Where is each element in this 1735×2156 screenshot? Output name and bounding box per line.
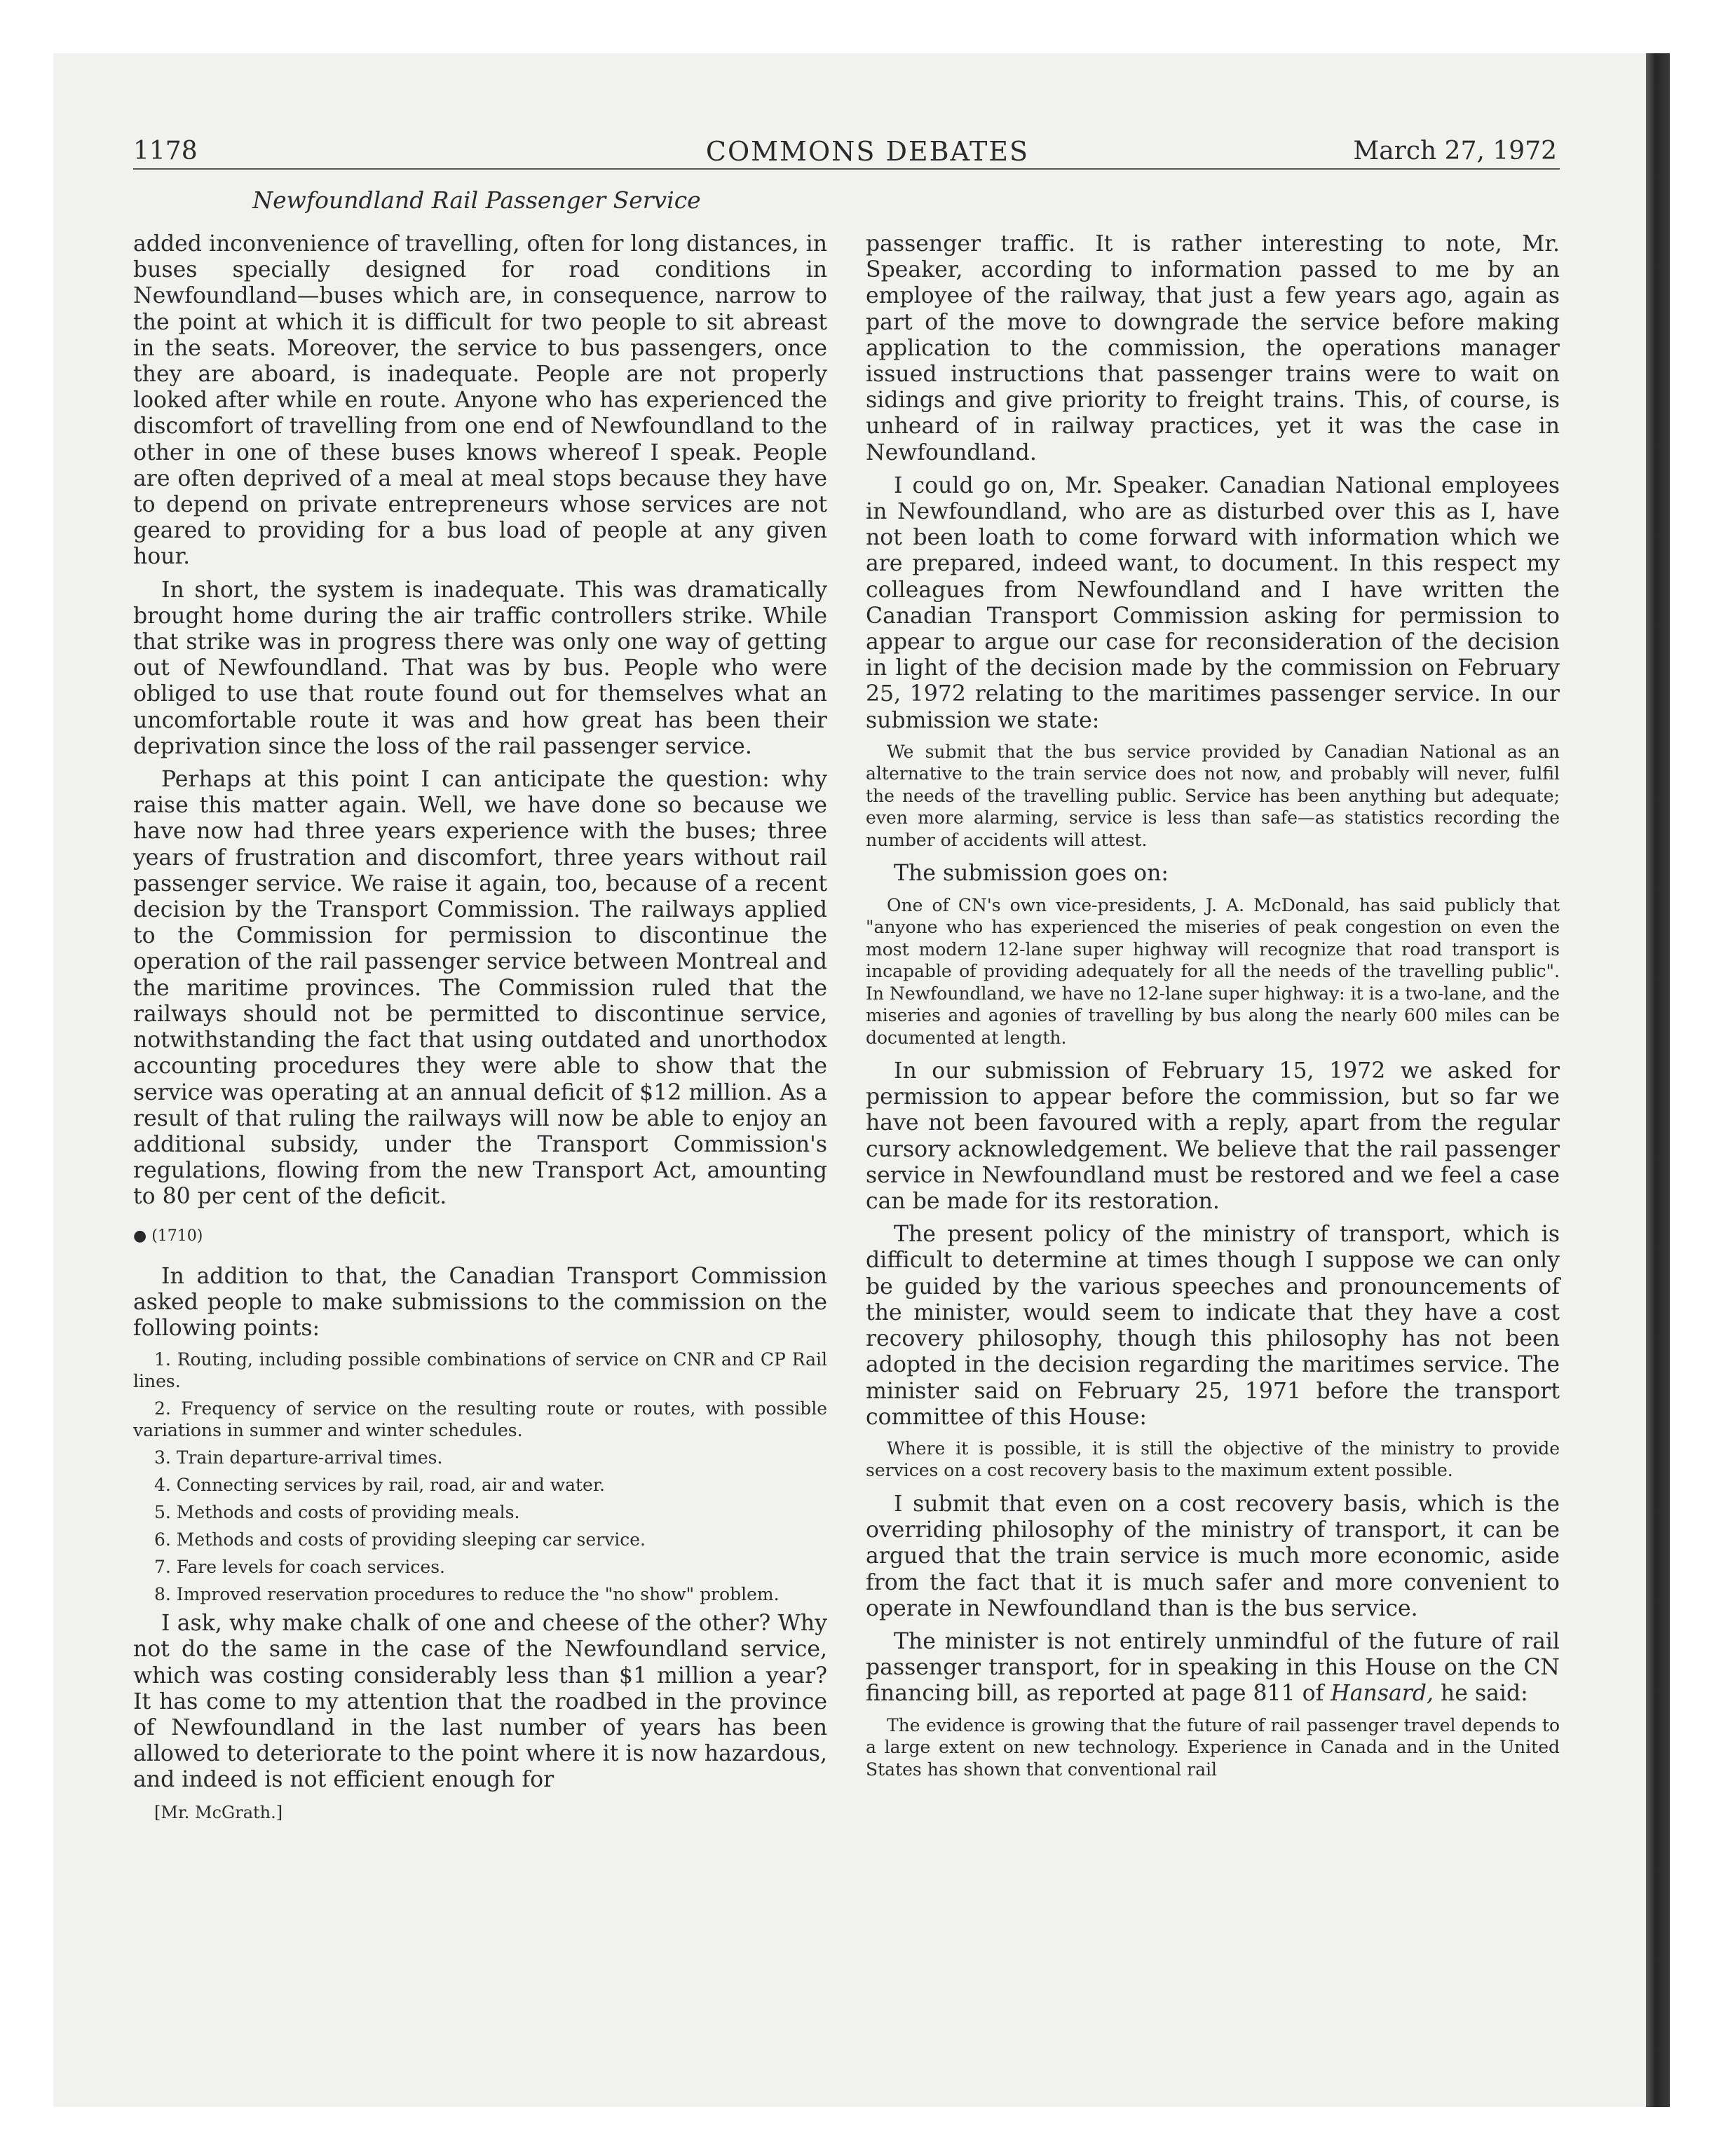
publication-reference: Hansard,: [1331, 1681, 1434, 1707]
paragraph: passenger traffic. It is rather interesting to note, Mr. Speaker, according to information passed to me by an employee of the railway, that just a few years ago, again as part of the move to downgrade the service before making application to the commission, the operations manager issued instructions that passenger trains were to wait on sidings and give priority to freight trains. This, of course, is unheard of in railway practices, yet it was the case in Newfoundland.: [866, 231, 1560, 465]
paragraph: Perhaps at this point I can anticipate the question: why raise this matter again. Well, we have done so because we have now had three years experience with the buses; three years of frustration and discomfort, three years without rail passenger service. We raise it again, too, because of a recent decision by the Transport Commission. The railways applied to the Commission for permission to discontinue the operation of the rail passenger service between Montreal and the maritime provinces. The Commission ruled that the railways should not be permitted to discontinue service, notwithstanding the fact that using outdated and unorthodox accounting procedures they were able to show that the service was operating at an annual deficit of $12 million. As a result of that ruling the railways will now be able to enjoy an additional subsidy, under the Transport Commission's regulations, flowing from the new Transport Act, amounting to 80 per cent of the deficit.: [133, 767, 827, 1210]
right-column: [866, 231, 1560, 1790]
list-item: 4. Connecting services by rail, road, air and water.: [154, 1475, 606, 1496]
list-item: 8. Improved reservation procedures to reduce the "no show" problem.: [154, 1584, 780, 1605]
list-item: 1. Routing, including possible combinations of service on CNR and CP Rail lines.: [133, 1349, 827, 1392]
paragraph: I ask, why make chalk of one and cheese of the other? Why not do the same in the case of the Newfoundland service, which was costing considerably less than $1 million a year? It has come to my attention that the roadbed in the province of Newfoundland in the last number of years has been allowed to deteriorate to the point where it is now hazardous, and indeed is not efficient enough for: [133, 1611, 827, 1793]
header-rule: [133, 168, 1560, 170]
paragraph: [866, 1629, 1560, 1707]
paragraph: The submission goes on:: [894, 861, 1169, 887]
time-marker: ● (1710): [133, 1227, 203, 1245]
paragraph: I submit that even on a cost recovery basis, which is the overriding philosophy of the ministry of transport, it can be argued that the train service is much more economic, aside from the fact that it is much safer and more convenient to operate in Newfoundland than is the bus service.: [866, 1491, 1560, 1621]
block-quote: One of CN's own vice-presidents, J. A. McDonald, has said publicly that "anyone who has experienced the miseries of peak congestion on even the most modern 12-lane super highway will recognize that road transport is incapable of providing adequately for all the needs of the travelling public". In Newfoundland, we have no 12-lane super highway: it is a two-lane, and the miseries and agonies of travelling by bus along the nearly 600 miles can be documented at length.: [866, 894, 1560, 1048]
points-list: [133, 1349, 827, 1605]
page-edge-shadow: [1646, 53, 1670, 2107]
paragraph: In our submission of February 15, 1972 we asked for permission to appear before the commission, but so far we have not been favoured with a reply, apart from the regular cursory acknowledgement. We believe that the rail passenger service in Newfoundland must be restored and we feel a case can be made for its restoration.: [866, 1058, 1560, 1215]
paragraph-text: he said:: [1434, 1681, 1528, 1707]
publication-title: COMMONS DEBATES: [705, 136, 1030, 167]
list-item: 6. Methods and costs of providing sleeping car service.: [154, 1529, 646, 1550]
list-item: 2. Frequency of service on the resulting route or routes, with possible variations in summer and winter schedules.: [133, 1398, 827, 1441]
section-title: Newfoundland Rail Passenger Service: [252, 186, 701, 214]
block-quote: We submit that the bus service provided by Canadian National as an alternative to the train service does not now, and probably will never, fulfil the needs of the travelling public. Service has been anything but adequate; even more alarming, service is less than safe—as statistics recording the number of accidents will attest.: [866, 741, 1560, 850]
paragraph: The present policy of the ministry of transport, which is difficult to determine at times though I suppose we can only be guided by the various speeches and pronouncements of the minister, would seem to indicate that they have a cost recovery philosophy, though this philosophy has not been adopted in the decision regarding the maritimes service. The minister said on February 25, 1971 before the transport committee of this House:: [866, 1222, 1560, 1430]
paragraph: In addition to that, the Canadian Transport Commission asked people to make submissions to the commission on the following points:: [133, 1263, 827, 1341]
paragraph: In short, the system is inadequate. This was dramatically brought home during the air traffic controllers strike. While that strike was in progress there was only one way of getting out of Newfoundland. That was by bus. People who were obliged to use that route found out for themselves what an uncomfortable route it was and how great has been their deprivation since the loss of the rail passenger service.: [133, 577, 827, 759]
left-column: [133, 231, 827, 1823]
list-item: 7. Fare levels for coach services.: [154, 1557, 446, 1578]
block-quote: The evidence is growing that the future of rail passenger travel depends to a large extent on new technology. Experience in Canada and in the United States has shown that conventional rail: [866, 1714, 1560, 1780]
speaker-attribution: [Mr. McGrath.]: [154, 1802, 283, 1822]
paragraph: I could go on, Mr. Speaker. Canadian National employees in Newfoundland, who are as disturbed over this as I, have not been loath to come forward with information which we are prepared, indeed want, to document. In this respect my colleagues from Newfoundland and I have written the Canadian Transport Commission asking for permission to appear to argue our case for reconsideration of the decision in light of the decision made by the commission on February 25, 1972 relating to the maritimes passenger service. In our submission we state:: [866, 472, 1560, 733]
page-number: 1178: [133, 137, 198, 165]
block-quote: Where it is possible, it is still the objective of the ministry to provide services on a cost recovery basis to the maximum extent possible.: [866, 1438, 1560, 1481]
paragraph: added inconvenience of travelling, often for long distances, in buses specially designed for road conditions in Newfoundland—buses which are, in consequence, narrow to the point at which it is difficult for two people to sit abreast in the seats. Moreover, the service to bus passengers, once they are aboard, is inadequate. People are not properly looked after while en route. Anyone who has experienced the discomfort of travelling from one end of Newfoundland to the other in one of these buses knows whereof I speak. People are often deprived of a meal at meal stops because they have to depend on private entrepreneurs whose services are not geared to providing for a bus load of people at any given hour.: [133, 231, 827, 570]
paragraph-text: The minister is not entirely unmindful of the future of rail passenger transport, for in speaking in this House on the CN financing bill, as reported at page 811 of: [866, 1628, 1560, 1707]
list-item: 5. Methods and costs of providing meals.: [154, 1502, 520, 1523]
page-date: March 27, 1972: [1353, 137, 1557, 165]
list-item: 3. Train departure-arrival times.: [154, 1447, 443, 1468]
